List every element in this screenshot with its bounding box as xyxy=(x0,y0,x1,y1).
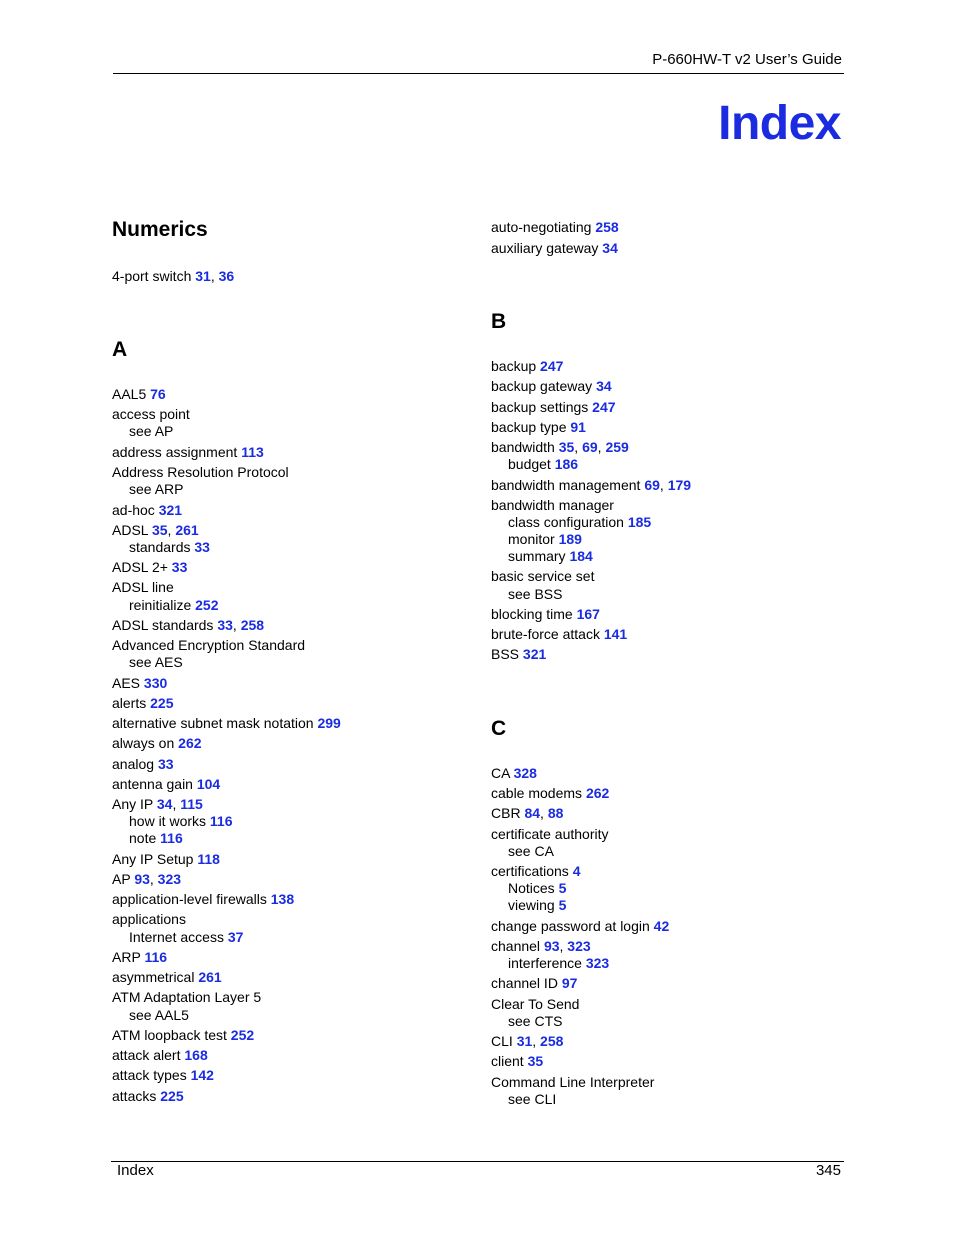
index-entry xyxy=(112,444,264,461)
index-term: applications xyxy=(112,911,186,927)
index-term: client xyxy=(491,1053,528,1069)
index-term: cable modems xyxy=(491,785,586,801)
page-link[interactable]: 247 xyxy=(540,358,564,374)
index-subentry xyxy=(112,813,233,830)
section-heading: Numerics xyxy=(112,218,208,241)
index-entry xyxy=(112,675,167,692)
index-subentry xyxy=(491,548,593,565)
index-term: CBR xyxy=(491,805,525,821)
index-term: attack types xyxy=(112,1067,191,1083)
index-term: change password at login xyxy=(491,918,654,934)
page-link[interactable]: 323 xyxy=(567,938,591,954)
index-entry xyxy=(112,268,234,285)
index-entry xyxy=(112,911,186,928)
index-term: CLI xyxy=(491,1033,517,1049)
index-entry xyxy=(112,891,294,908)
index-entry xyxy=(491,399,616,416)
page-link[interactable]: 321 xyxy=(158,502,183,518)
index-term: Advanced Encryption Standard xyxy=(112,637,306,653)
index-subentry xyxy=(112,539,210,556)
index-subentry xyxy=(491,955,609,972)
footer-section: Index xyxy=(117,1162,154,1179)
index-term: basic service set xyxy=(491,568,595,584)
index-term: ARP xyxy=(112,949,145,965)
index-subentry xyxy=(112,481,183,498)
index-term: alerts xyxy=(112,695,151,711)
index-entry xyxy=(112,715,341,732)
index-term: application-level firewalls xyxy=(112,891,271,907)
index-subentry xyxy=(491,897,566,914)
page-link[interactable]: 33 xyxy=(217,617,233,633)
index-entry xyxy=(491,975,577,992)
index-term: asymmetrical xyxy=(112,969,199,985)
index-entry xyxy=(491,646,546,663)
page-separator: , xyxy=(532,1033,541,1049)
index-entry xyxy=(491,765,537,782)
index-term: ADSL standards xyxy=(112,617,218,633)
page-link[interactable]: 35 xyxy=(527,1053,544,1069)
index-term: how it works xyxy=(129,813,210,829)
index-term: see BSS xyxy=(508,586,563,602)
index-entry xyxy=(112,735,202,752)
index-term: see AAL5 xyxy=(129,1007,189,1023)
index-term: Notices xyxy=(508,880,559,896)
page-separator: , xyxy=(167,522,176,538)
index-subentry xyxy=(112,1007,189,1024)
page-link[interactable]: 167 xyxy=(576,606,600,622)
index-term: Command Line Interpreter xyxy=(491,1074,655,1090)
index-term: see CTS xyxy=(508,1013,563,1029)
index-entry xyxy=(112,851,220,868)
page-link[interactable]: 4 xyxy=(572,863,581,879)
page-separator: , xyxy=(574,439,583,455)
page-link[interactable]: 5 xyxy=(558,880,567,896)
index-entry xyxy=(112,1047,208,1064)
index-subentry xyxy=(491,1091,556,1108)
index-entry xyxy=(112,1027,254,1044)
page-link[interactable]: 34 xyxy=(596,378,612,394)
index-term: Clear To Send xyxy=(491,996,580,1012)
index-term: summary xyxy=(508,548,570,564)
index-term: analog xyxy=(112,756,158,772)
index-term: reinitialize xyxy=(129,597,196,613)
index-term: channel ID xyxy=(491,975,562,991)
index-entry xyxy=(112,969,222,986)
page-link[interactable]: 168 xyxy=(184,1047,208,1063)
page-separator: , xyxy=(559,938,568,954)
page-link[interactable]: 186 xyxy=(554,456,579,472)
index-term: BSS xyxy=(491,646,523,662)
index-entry xyxy=(112,1088,184,1105)
index-term: bandwidth management xyxy=(491,477,645,493)
page-link[interactable]: 42 xyxy=(653,918,670,934)
index-term: viewing xyxy=(508,897,559,913)
page-link[interactable]: 330 xyxy=(143,675,168,691)
index-entry xyxy=(112,871,181,888)
page-link[interactable]: 35 xyxy=(558,439,575,455)
page-separator: , xyxy=(232,617,241,633)
index-entry xyxy=(491,626,627,643)
index-term: always on xyxy=(112,735,179,751)
index-entry xyxy=(112,406,190,423)
index-subentry xyxy=(491,456,578,473)
index-term: see AP xyxy=(129,423,174,439)
page-link[interactable]: 138 xyxy=(270,891,295,907)
index-entry xyxy=(491,419,586,436)
index-entry xyxy=(112,522,199,539)
index-entry xyxy=(491,219,619,236)
index-term: interference xyxy=(508,955,586,971)
index-term: bandwidth manager xyxy=(491,497,614,513)
page-link[interactable]: 179 xyxy=(667,477,692,493)
page-link[interactable]: 116 xyxy=(209,813,233,829)
page-link[interactable]: 115 xyxy=(180,796,203,812)
page-link[interactable]: 113 xyxy=(241,444,264,460)
page-link[interactable]: 69 xyxy=(644,477,660,493)
index-term: antenna gain xyxy=(112,776,197,792)
page-link[interactable]: 258 xyxy=(540,1033,564,1049)
page-link[interactable]: 93 xyxy=(543,938,560,954)
index-entry xyxy=(491,240,618,257)
index-entry xyxy=(112,949,167,966)
index-term: Any IP Setup xyxy=(112,851,198,867)
page-link[interactable]: 225 xyxy=(150,695,174,711)
page-link[interactable]: 76 xyxy=(150,386,166,402)
page-link[interactable]: 33 xyxy=(157,756,174,772)
index-term: channel xyxy=(491,938,544,954)
index-term: alternative subnet mask notation xyxy=(112,715,318,731)
page-link[interactable]: 104 xyxy=(196,776,221,792)
index-subentry xyxy=(112,929,243,946)
page-link[interactable]: 35 xyxy=(151,522,168,538)
index-term: brute-force attack xyxy=(491,626,604,642)
index-entry xyxy=(112,559,187,576)
index-term: monitor xyxy=(508,531,559,547)
index-term: Internet access xyxy=(129,929,228,945)
index-entry xyxy=(491,996,579,1013)
page-link[interactable]: 97 xyxy=(561,975,578,991)
index-term: access point xyxy=(112,406,190,422)
index-subentry xyxy=(112,597,219,614)
page-link[interactable]: 185 xyxy=(627,514,652,530)
index-subentry xyxy=(491,1013,562,1030)
index-term: ADSL 2+ xyxy=(112,559,172,575)
index-entry xyxy=(112,617,264,634)
index-term: 4-port switch xyxy=(112,268,196,284)
section-heading: C xyxy=(491,717,507,740)
index-term: certificate authority xyxy=(491,826,609,842)
index-entry xyxy=(491,938,591,955)
index-entry xyxy=(491,785,609,802)
index-term: Any IP xyxy=(112,796,157,812)
index-term: note xyxy=(129,830,161,846)
index-entry xyxy=(112,796,203,813)
index-term: attacks xyxy=(112,1088,161,1104)
page-link[interactable]: 33 xyxy=(194,539,210,555)
index-term: auto-negotiating xyxy=(491,219,596,235)
page-link[interactable]: 84 xyxy=(524,805,541,821)
page-link[interactable]: 37 xyxy=(227,929,244,945)
section-heading: B xyxy=(491,310,507,333)
index-entry xyxy=(491,439,629,456)
index-entry xyxy=(112,637,305,654)
index-entry xyxy=(491,805,563,822)
index-entry xyxy=(112,989,261,1006)
index-subentry xyxy=(112,830,183,847)
page-link[interactable]: 118 xyxy=(197,851,220,867)
page-link[interactable]: 323 xyxy=(585,955,610,971)
index-term: AES xyxy=(112,675,144,691)
index-term: backup settings xyxy=(491,399,593,415)
page-link[interactable]: 247 xyxy=(592,399,616,415)
page-link[interactable]: 258 xyxy=(240,617,265,633)
footer-divider xyxy=(111,1161,844,1162)
page-link[interactable]: 33 xyxy=(171,559,188,575)
index-subentry xyxy=(491,843,554,860)
index-subentry xyxy=(112,654,183,671)
page-link[interactable]: 88 xyxy=(547,805,564,821)
page-separator: , xyxy=(210,268,219,284)
section-heading: A xyxy=(112,338,128,361)
index-entry xyxy=(491,606,600,623)
index-term: see CLI xyxy=(508,1091,557,1107)
index-entry xyxy=(491,826,609,843)
index-term: backup type xyxy=(491,419,571,435)
page-link[interactable]: 262 xyxy=(585,785,610,801)
index-entry xyxy=(491,358,563,375)
index-subentry xyxy=(491,880,566,897)
index-term: bandwidth xyxy=(491,439,559,455)
page-link[interactable]: 34 xyxy=(602,240,618,256)
index-entry xyxy=(491,497,614,514)
index-term: standards xyxy=(129,539,195,555)
page-link[interactable]: 258 xyxy=(595,219,619,235)
page-link[interactable]: 91 xyxy=(570,419,586,435)
index-entry xyxy=(112,1067,214,1084)
index-term: budget xyxy=(508,456,555,472)
page-separator: , xyxy=(149,871,158,887)
index-subentry xyxy=(112,423,173,440)
index-entry xyxy=(112,695,173,712)
index-entry xyxy=(491,918,669,935)
page-link[interactable]: 261 xyxy=(175,522,199,538)
index-term: backup gateway xyxy=(491,378,597,394)
index-term: see AES xyxy=(129,654,183,670)
index-term: backup xyxy=(491,358,541,374)
page-link[interactable]: 116 xyxy=(160,830,183,846)
page-link[interactable]: 142 xyxy=(190,1067,214,1083)
index-term: ad-hoc xyxy=(112,502,159,518)
page-link[interactable]: 31 xyxy=(195,268,211,284)
page-link[interactable]: 259 xyxy=(605,439,629,455)
index-term: see ARP xyxy=(129,481,184,497)
page-link[interactable]: 116 xyxy=(144,949,168,965)
page-link[interactable]: 252 xyxy=(230,1027,255,1043)
page-link[interactable]: 69 xyxy=(582,439,598,455)
page-link[interactable]: 93 xyxy=(134,871,150,887)
page-link[interactable]: 252 xyxy=(195,597,219,613)
page-separator: , xyxy=(597,439,606,455)
guide-title: P-660HW-T v2 User’s Guide xyxy=(652,51,842,68)
page-link[interactable]: 323 xyxy=(157,871,182,887)
page-number: 345 xyxy=(815,1162,841,1179)
index-entry xyxy=(491,378,612,395)
page-link[interactable]: 34 xyxy=(156,796,173,812)
index-entry xyxy=(112,776,220,793)
index-term: Address Resolution Protocol xyxy=(112,464,289,480)
index-subentry xyxy=(491,531,582,548)
index-term: ADSL line xyxy=(112,579,174,595)
index-term: attack alert xyxy=(112,1047,185,1063)
index-term: AAL5 xyxy=(112,386,151,402)
index-term: address assignment xyxy=(112,444,242,460)
index-entry xyxy=(112,502,182,519)
index-term: AP xyxy=(112,871,135,887)
page-link[interactable]: 321 xyxy=(522,646,547,662)
page-link[interactable]: 5 xyxy=(558,897,567,913)
page-link[interactable]: 189 xyxy=(558,531,582,547)
index-entry xyxy=(112,386,166,403)
page-link[interactable]: 328 xyxy=(513,765,537,781)
page-separator: , xyxy=(540,805,548,821)
page-link[interactable]: 299 xyxy=(317,715,341,731)
page-link[interactable]: 262 xyxy=(178,735,202,751)
index-term: auxiliary gateway xyxy=(491,240,603,256)
page-separator: , xyxy=(172,796,181,812)
index-term: CA xyxy=(491,765,514,781)
index-term: blocking time xyxy=(491,606,577,622)
index-entry xyxy=(491,1074,654,1091)
index-subentry xyxy=(491,586,562,603)
index-entry xyxy=(491,1033,563,1050)
index-entry xyxy=(112,579,174,596)
index-term: ATM Adaptation Layer 5 xyxy=(112,989,262,1005)
header-divider xyxy=(113,73,844,74)
page-link[interactable]: 36 xyxy=(218,268,235,284)
index-term: certifications xyxy=(491,863,573,879)
page-link[interactable]: 225 xyxy=(160,1088,184,1104)
page-link[interactable]: 141 xyxy=(603,626,628,642)
page-link[interactable]: 184 xyxy=(569,548,593,564)
index-subentry xyxy=(491,514,651,531)
index-entry xyxy=(112,756,174,773)
index-entry xyxy=(491,1053,543,1070)
index-entry xyxy=(491,863,581,880)
page-link[interactable]: 31 xyxy=(516,1033,533,1049)
page-link[interactable]: 261 xyxy=(198,969,222,985)
index-entry xyxy=(491,477,691,494)
page-title: Index xyxy=(718,97,841,150)
page-separator: , xyxy=(659,477,668,493)
index-term: class configuration xyxy=(508,514,628,530)
index-entry xyxy=(491,568,594,585)
index-term: ATM loopback test xyxy=(112,1027,231,1043)
index-term: ADSL xyxy=(112,522,152,538)
index-term: see CA xyxy=(508,843,554,859)
index-entry xyxy=(112,464,289,481)
